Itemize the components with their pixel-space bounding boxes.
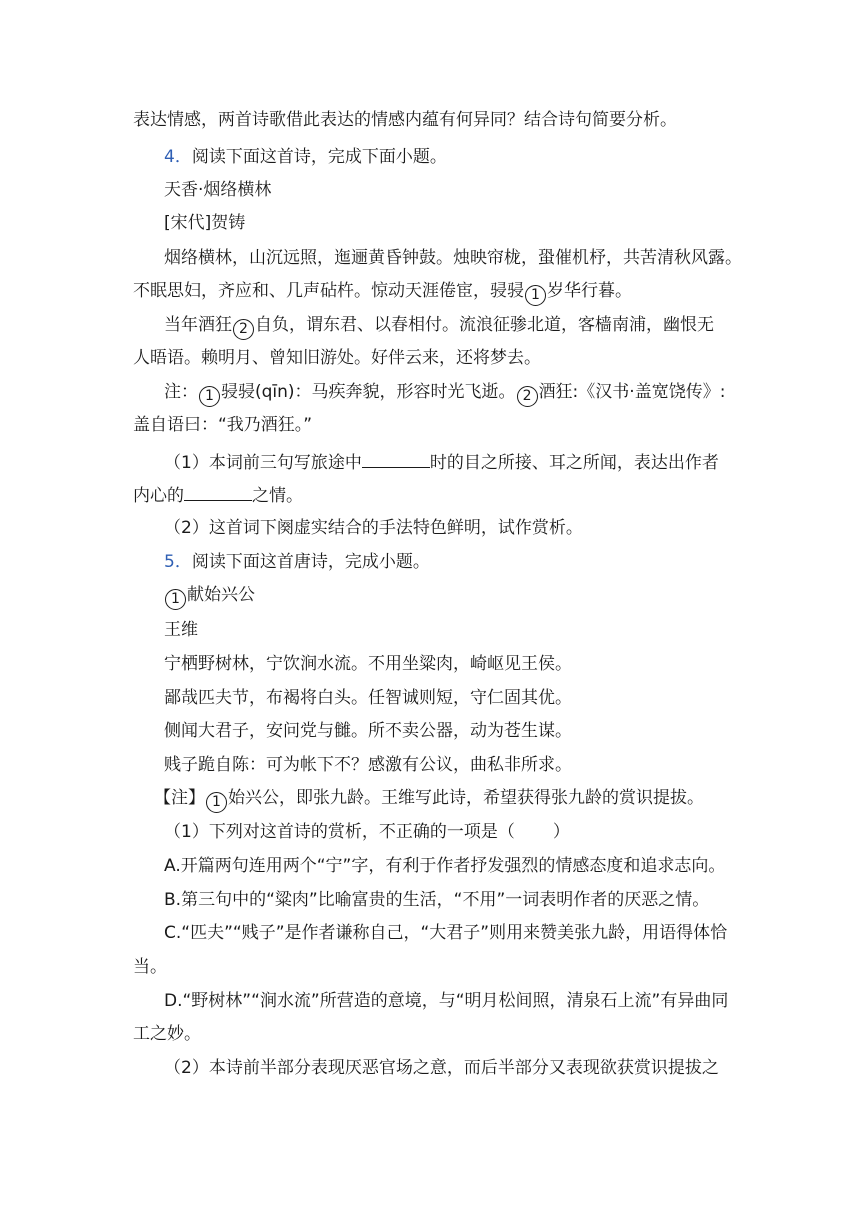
- poem-line: [164, 313, 714, 340]
- text: 岁华行暮。: [547, 281, 632, 301]
- poem-line: 贱子跪自陈：可为帐下不？感激有公议，曲私非所求。: [164, 755, 572, 775]
- sub-question-1: [164, 820, 570, 844]
- circled-number-icon: 1: [206, 792, 227, 813]
- option-b: B.第三句中的“粱肉”比喻富贵的生活，“不用”一词表明作者的厌恶之情。: [164, 890, 710, 910]
- option-a: A.开篇两句连用两个“宁”字，有利于作者抒发强烈的情感态度和追求志向。: [164, 856, 726, 876]
- question-prompt: 阅读下面这首诗，完成下面小题。: [191, 147, 447, 167]
- answer-blank[interactable]: [362, 449, 430, 468]
- question-5-header: [164, 550, 430, 574]
- poem-author: [宋代]贺铸: [164, 213, 246, 233]
- option-c-cont: 当。: [133, 957, 167, 977]
- poem-line: 宁栖野树林，宁饮涧水流。不用坐粱肉，崎岖见王侯。: [164, 654, 572, 674]
- text: 之情。: [252, 486, 303, 506]
- poem-line: 鄙哉匹夫节，布褐将白头。任智诚则短，守仁固其优。: [164, 688, 572, 708]
- text: 内心的: [133, 486, 184, 506]
- text: 自负，谓东君、以春相付。流浪征骖北道，客樯南浦，幽恨无: [255, 315, 714, 335]
- text: 酒狂:《汉书·盖宽饶传》:: [538, 382, 726, 402]
- text: 注：: [164, 382, 198, 402]
- annotation: 盖自语曰：“我乃酒狂。”: [133, 415, 313, 435]
- text: （1）本词前三句写旅途中: [164, 453, 362, 473]
- sub-question-2: （2）本诗前半部分表现厌恶官场之意，而后半部分又表现欲获赏识提拔之: [164, 1058, 719, 1078]
- poem-line: [133, 279, 632, 306]
- sub-question-1-cont: [133, 482, 303, 508]
- sub-question-1: [164, 449, 719, 475]
- annotation: [164, 380, 725, 407]
- poem-line: 烟络横林，山沉远照，迤逦黄昏钟鼓。烛映帘栊，蛩催机杼，共苦清秋风露。: [164, 248, 742, 268]
- text: 【注】: [154, 788, 205, 808]
- poem-author: 王维: [164, 620, 198, 640]
- question-number: 4．: [164, 147, 192, 167]
- text-line: [133, 108, 677, 132]
- text: 表达情感，两首诗歌借此表达的情感内蕴有何异同？结合诗句简要分析。: [133, 110, 677, 130]
- question-4-header: [164, 145, 447, 169]
- text: 当年酒狂: [164, 315, 232, 335]
- poem-title: [164, 583, 255, 610]
- text: 时的目之所接、耳之所闻，表达出作者: [429, 453, 719, 473]
- text: ）: [552, 822, 570, 842]
- poem-title: 天香·烟络横林: [164, 180, 272, 200]
- text: 不眠思妇，齐应和、几声砧杵。惊动天涯倦宦，骎骎: [133, 281, 524, 301]
- option-d: D.“野树林”“涧水流”所营造的意境，与“明月松间照，清泉石上流”有异曲同: [164, 991, 729, 1011]
- sub-question-2: （2）这首词下阕虚实结合的手法特色鲜明，试作赏析。: [164, 518, 583, 538]
- poem-line: 侧闻大君子，安问党与雠。所不卖公器，动为苍生谋。: [164, 721, 572, 741]
- text: 献始兴公: [187, 585, 255, 605]
- text: 始兴公，即张九龄。王维写此诗，希望获得张九龄的赏识提拔。: [228, 788, 704, 808]
- option-c: C.“匹夫”“贱子”是作者谦称自己，“大君子”则用来赞美张九龄，用语得体恰: [164, 923, 728, 943]
- text: （1）下列对这首诗的赏析，不正确的一项是（: [164, 822, 515, 842]
- circled-number-icon: 2: [233, 319, 254, 340]
- circled-number-icon: 1: [165, 589, 186, 610]
- text: 骎骎(qīn)：马疾奔貌，形容时光飞逝。: [221, 382, 516, 402]
- question-number: 5．: [164, 552, 192, 572]
- annotation: [154, 786, 704, 813]
- answer-blank[interactable]: [184, 482, 252, 501]
- circled-number-icon: 1: [525, 285, 546, 306]
- circled-number-icon: 1: [199, 386, 220, 407]
- question-prompt: 阅读下面这首唐诗，完成小题。: [191, 552, 430, 572]
- option-d-cont: 工之妙。: [133, 1024, 201, 1044]
- poem-line: 人晤语。赖明月、曾知旧游处。好伴云来，还将梦去。: [133, 348, 541, 368]
- circled-number-icon: 2: [517, 386, 538, 407]
